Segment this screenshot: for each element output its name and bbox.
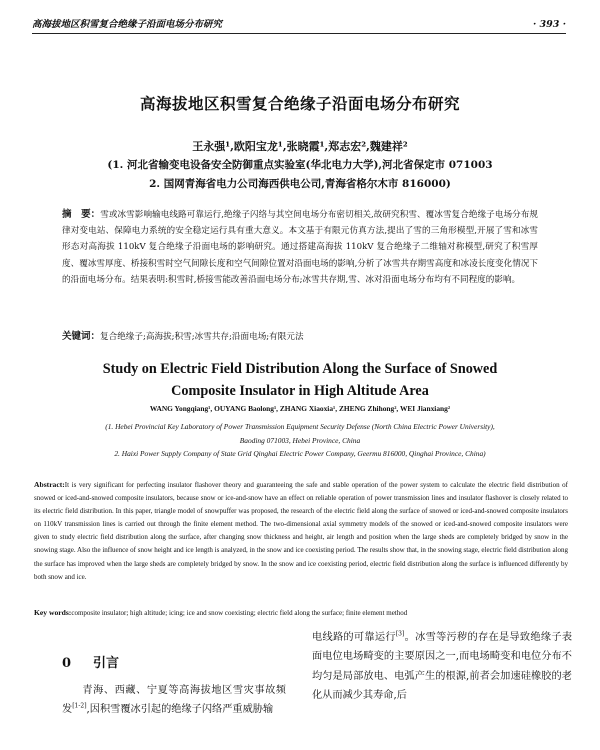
abstract-en-label: Abstract:: [34, 480, 65, 489]
keywords-en: [34, 608, 568, 617]
paper-title-cn: 高海拔地区积雪复合绝缘子沿面电场分布研究: [139, 94, 460, 113]
citation: [1-2]: [72, 702, 87, 710]
affiliation-cn-1: (1. 河北省输变电设备安全防御重点实验室(华北电力大学),河北省保定市 071003: [107, 159, 493, 171]
running-header-title: 高海拔地区积雪复合绝缘子沿面电场分布研究: [32, 19, 223, 30]
abstract-en: [34, 478, 568, 584]
section-heading: [62, 652, 119, 671]
page-number: · 393 ·: [532, 19, 566, 30]
affiliation-en: [46, 420, 554, 461]
body-right-text-cont: 。冰雪等污秽的存在是导致: [404, 632, 531, 643]
keywords-cn: [62, 328, 538, 342]
keywords-cn-text: 复合绝缘子;高海拔;积雪;冰雪共存;沿面电场;有限元法: [100, 332, 304, 342]
abstract-cn: [62, 207, 538, 288]
affiliation-cn: [40, 156, 560, 194]
keywords-en-label: Key words:: [34, 608, 72, 617]
abstract-en-text: It is very significant for perfecting insulator flashover theory and guaranteeing the safe and stable operation of the power system to calculate the electric field distribution of snowed or iced-and-snowed composite insulators, because snow or ice-and-snow have an effect on reliable operation of power transmission lines and insulator flashover is closely related to its electric field distribution. In this paper, triangle model of snowpuffer was proposed, the research of the electric field along the surface of snowed or iced-and-snowed composite insulators on 110kV transmission lines is carried out through the finite element method. The two-dimensional axial symmetry models of the snowed or iced-and-snowed composite insulators were given to study electric field distribution along the surface, after changing snow thickness and height, air length and position when the large sheds are completely bridged by snow in the snowing stage. Also the influence of snow height and ice length is analyzed, in the snow and ice coexisting period. The results show that, in the snowing stage, electric field distribution along the surface has improved when the large sheds are completely bridged by snow. In the snow and ice coexisting period, electric field distribution along the surface is influenced differently by both snow and ice.: [34, 481, 568, 581]
body-left-column: [62, 681, 286, 719]
body-right-text: 电线路的可靠运行: [312, 632, 396, 643]
body-right-column: [312, 628, 572, 706]
citation: [3]: [395, 630, 405, 638]
keywords-en-text: composite insulator; high altitude; icing; ice and snow coexisting; electric field along the surface; finite element method: [71, 609, 408, 617]
running-header: [32, 12, 566, 34]
keywords-cn-label: 关键词：: [62, 331, 101, 342]
body-left-text-cont: ,因积雪覆冰引起的绝缘子闪络严重威胁输: [86, 704, 274, 715]
body-right-text-rest: 绝缘子表面电位电场畸变的主要原因之一,而电场畸变和电位分布不均匀是局部放电、电弧产生的根源,前者会加速硅橡胶的老化从而减少其寿命,后: [312, 632, 573, 702]
authors-en: WANG Yongqiang¹, OUYANG Baolong¹, ZHANG Xiaoxia¹, ZHENG Zhihong², WEI Jianxiang²: [149, 404, 451, 413]
affiliation-en-2: 2. Haixi Power Supply Company of State Grid Qinghai Electric Power Company, Geermu 816000, Qinghai Province, China): [114, 449, 486, 458]
affiliation-cn-2: 2. 国网青海省电力公司海西供电公司,青海省格尔木市 816000): [149, 178, 451, 190]
paper-title-en: [30, 358, 570, 402]
abstract-cn-label: 摘 要：: [62, 209, 101, 220]
affiliation-en-1: (1. Hebei Provincial Key Laboratory of Power Transmission Equipment Security Defense (North China Electric Power University),: [105, 422, 495, 431]
section-number: 0: [62, 656, 72, 671]
authors-cn: 王永强¹,欧阳宝龙¹,张晓霞¹,郑志宏²,魏建祥²: [192, 140, 408, 153]
section-title: 引言: [93, 656, 120, 671]
affiliation-en-1b: Baoding 071003, Hebei Province, China: [239, 435, 361, 445]
paper-title-en-line2: Composite Insulator in High Altitude Area: [171, 383, 429, 399]
paper-title-en-line1: Study on Electric Field Distribution Along the Surface of Snowed: [102, 361, 498, 377]
body-left-text: 青海、西藏、宁夏等高海拔地区雪灾事故频发: [62, 685, 286, 715]
abstract-cn-text: 雪或冰雪影响输电线路可靠运行,绝缘子闪络与其空间电场分布密切相关,故研究积雪、覆冰雪复合绝缘子电场分布规律对变电站、保障电力系统的安全稳定运行具有重大意义。本文基于有限元仿真方法,提出了雪的三角形模型,开展了雪和冰雪形态对高海拔 110kV 复合绝缘子沿面电场的影响研究。通过搭建高海拔 110kV 复合绝缘子二维轴对称模型,研究了积雪厚度、覆冰雪厚度、桥接积雪时空气间隙长度和空气间隙位置对沿面电场的影响,分析了冰雪共存期雪高度和冰凌长度变化情况下的沿面电场分布。结果表明:积雪时,桥接雪能改善沿面电场分布;冰雪共存期,雪、冰对沿面电场分布均有不同程度的影响。: [62, 210, 538, 285]
